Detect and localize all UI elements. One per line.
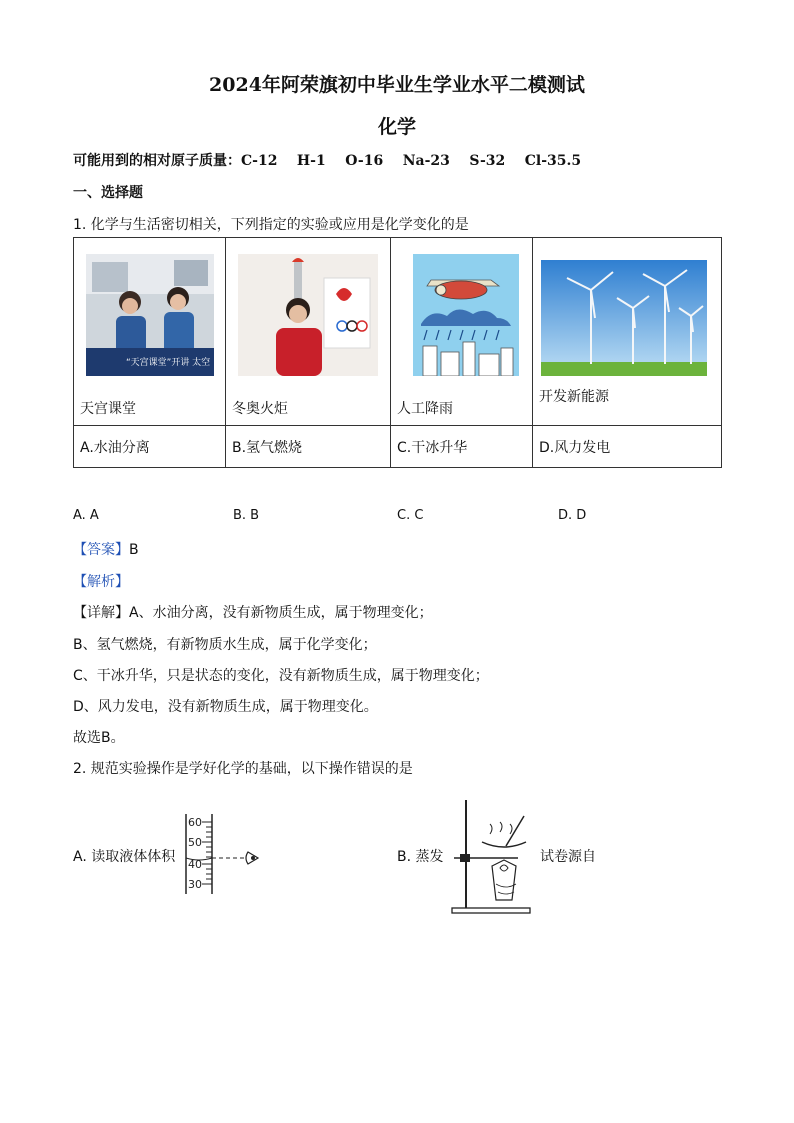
caption-wind: 开发新能源 (539, 389, 609, 405)
caption-torch: 冬奥火炬 (232, 401, 288, 417)
answer-label: 【答案】 (73, 542, 129, 558)
q2-option-b-label: B. 蒸发 (397, 849, 444, 865)
evaporation-apparatus-diagram (448, 796, 538, 916)
detail-line-2: B、氢气燃烧，有新物质水生成，属于化学变化； (73, 637, 377, 653)
q1-cell-tiangong (74, 238, 226, 426)
caption-rain: 人工降雨 (397, 401, 453, 417)
tiangong-classroom-photo (86, 254, 214, 376)
q1-table (73, 237, 722, 468)
subject-title: 化学 (377, 116, 416, 138)
detail-line-3: C、干冰升华，只是状态的变化，没有新物质生成，属于物理变化； (73, 668, 489, 684)
q1-cell-torch (226, 238, 391, 426)
tick-label-50: 50 (188, 836, 202, 849)
section-heading: 一、选择题 (73, 185, 143, 201)
q2-stem: 2. 规范实验操作是学好化学的基础，以下操作错误的是 (73, 761, 413, 777)
tick-label-30: 30 (188, 878, 202, 891)
q1-option-c: C.干冰升华 (391, 426, 533, 468)
caption-tiangong: 天宫课堂 (80, 401, 136, 417)
detail-line-5: 故选B。 (73, 730, 125, 746)
winter-olympics-torch-photo (238, 254, 378, 376)
watermark-text: 试卷源自 (540, 849, 596, 865)
q1-option-d: D.风力发电 (533, 426, 722, 468)
q1-option-a: A.水油分离 (74, 426, 226, 468)
q1-option-b: B.氢气燃烧 (226, 426, 391, 468)
tick-label-60: 60 (188, 816, 202, 829)
choice-a: A. A (73, 508, 99, 523)
tiangong-overlay-text: “天宫课堂”开讲 太空 (126, 358, 211, 368)
atomic-masses: 可能用到的相对原子质量：C-12 H-1 O-16 Na-23 S-32 Cl-35.5 (73, 153, 582, 169)
tick-label-40: 40 (188, 858, 202, 871)
glass-rod-icon (506, 816, 524, 846)
evaporating-dish-icon (482, 842, 526, 847)
detail-line-1: 【详解】A、水油分离，没有新物质生成，属于物理变化； (73, 605, 433, 621)
choice-d: D. D (558, 508, 587, 523)
choice-c: C. C (397, 508, 424, 523)
exam-title: 2024年阿荣旗初中毕业生学业水平二模测试 (209, 74, 585, 96)
q1-cell-wind (533, 238, 722, 426)
analysis-label: 【解析】 (73, 574, 129, 590)
artificial-rain-cartoon (413, 254, 519, 376)
answer-value: B (129, 542, 139, 558)
q2-option-a-label: A. 读取液体体积 (73, 849, 176, 865)
wind-turbines-photo (541, 260, 707, 376)
q1-cell-rain (391, 238, 533, 426)
choice-b: B. B (233, 508, 260, 523)
q1-stem: 1. 化学与生活密切相关，下列指定的实验或应用是化学变化的是 (73, 217, 469, 233)
detail-line-4: D、风力发电，没有新物质生成，属于物理变化。 (73, 699, 378, 715)
graduated-cylinder-diagram (180, 808, 266, 900)
answer-line (73, 539, 139, 559)
